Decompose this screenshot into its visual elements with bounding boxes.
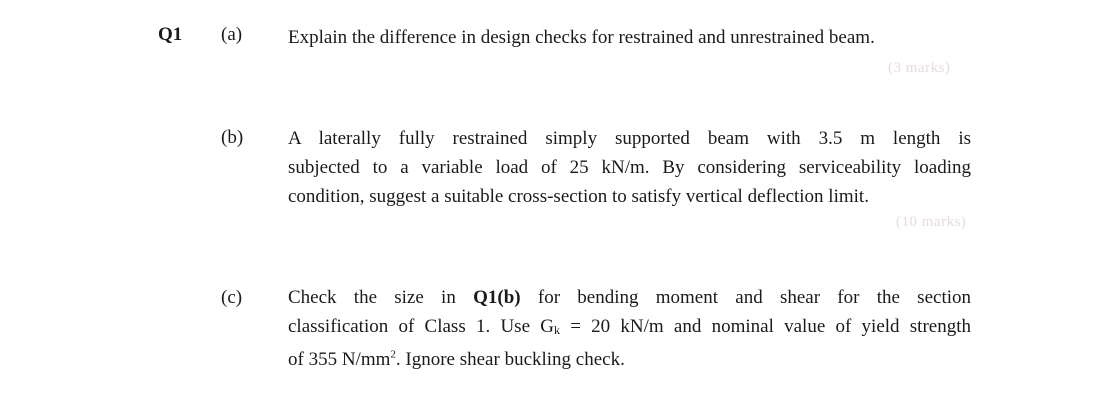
part-c-label: (c): [221, 287, 243, 308]
part-c-line-1-end: for bending moment and shear for the section: [520, 287, 972, 308]
part-c-line-3-end: . Ignore shear buckling check.: [395, 349, 625, 370]
part-b-label: (b): [221, 127, 244, 148]
squared-superscript: 2: [390, 348, 396, 361]
question-number: Q1: [158, 24, 183, 45]
part-b-marks: (10 marks): [896, 214, 967, 230]
part-c-line-1: [288, 283, 971, 312]
part-a-text: Explain the difference in design checks for restrained and unrestrained beam.: [288, 27, 875, 48]
part-b-line-2: subjected to a variable load of 25 kN/m. By considering serviceability loading: [288, 157, 971, 178]
part-b-line-3: condition, suggest a suitable cross-section to satisfy vertical deflection limit.: [288, 186, 869, 207]
part-c-line-2-start: classification of Class 1. Use G: [288, 316, 554, 337]
part-c-line-3-start: of 355 N/mm: [288, 349, 391, 370]
part-c-line-1-start: Check the size in: [288, 287, 474, 308]
part-c-line-3: [288, 345, 971, 374]
part-a-label: (a): [221, 24, 243, 45]
gk-subscript: k: [553, 323, 560, 337]
part-c-text: [288, 283, 971, 374]
question-reference: Q1(b): [473, 287, 521, 308]
part-c-line-2-end: = 20 kN/m and nominal value of yield strength: [559, 316, 971, 337]
part-c-line-2: [288, 312, 971, 345]
part-a-marks: (3 marks): [888, 60, 951, 76]
part-b-line-1: A laterally fully restrained simply supported beam with 3.5 m length is: [288, 128, 971, 149]
part-b-text: [288, 124, 971, 211]
